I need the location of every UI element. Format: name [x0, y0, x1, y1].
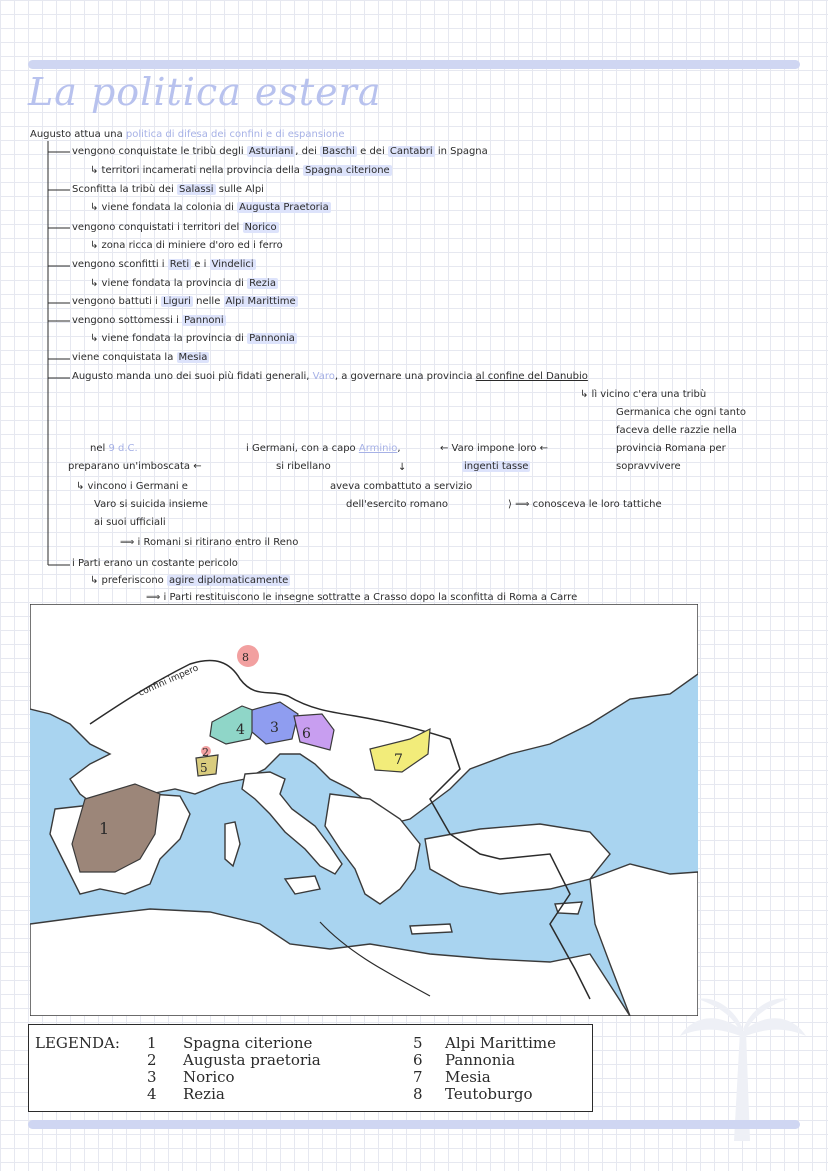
page-title: La politica estera — [28, 70, 382, 114]
palm-watermark-icon — [678, 991, 808, 1141]
map-label-6: 6 — [302, 726, 311, 742]
legend-num-7: 7 — [413, 1068, 423, 1086]
item-4-sub: ↳ viene fondata la provincia di Rezia — [90, 278, 276, 289]
germani-leader: i Germani, con a capo Arminio, — [246, 443, 401, 454]
legend-num-1: 1 — [147, 1034, 157, 1052]
legend-box — [28, 1024, 593, 1112]
legend-name-2: Augusta praetoria — [183, 1051, 321, 1069]
item-3: vengono conquistati i territori del Norico — [72, 222, 277, 233]
legend-name-4: Rezia — [183, 1085, 225, 1103]
varo-right-3: faceva delle razzie nella — [616, 425, 737, 436]
map-label-7: 7 — [394, 752, 403, 768]
top-divider-bar — [28, 60, 800, 69]
legend-name-5: Alpi Marittime — [445, 1034, 557, 1052]
parti-sub-2: ⟹ i Parti restituiscono le insegne sottratte a Crasso dopo la sconfitta di Roma a Carre — [146, 592, 578, 603]
ambush-note: preparano un'imboscata ← — [68, 461, 202, 472]
parti-sub: ↳ preferiscono agire diplomaticamente — [90, 575, 289, 586]
parti-line: i Parti erano un costante pericolo — [72, 558, 238, 569]
map-label-8: 8 — [242, 651, 249, 664]
rhine-retreat: ⟹ i Romani si ritirano entro il Reno — [120, 537, 299, 548]
item-2-sub: ↳ viene fondata la colonia di Augusta Praetoria — [90, 202, 329, 213]
item-8: Augusto manda uno dei suoi più fidati generali, Varo, a governare una provincia al confine del Danubio — [72, 371, 588, 382]
legend-num-3: 3 — [147, 1068, 157, 1086]
item-1: vengono conquistate le tribù degli Asturiani , dei Baschi e dei Cantabri in Spagna — [72, 146, 488, 157]
item-6: vengono sottomessi i Pannoni — [72, 315, 224, 326]
arminio-fought-2: dell'esercito romano — [346, 499, 449, 510]
item-7: viene conquistata la Mesia — [72, 352, 208, 363]
legend-name-3: Norico — [183, 1068, 235, 1086]
map-label-4: 4 — [236, 722, 245, 738]
victory-1: ↳ vincono i Germani e — [76, 481, 188, 492]
intro-line: Augusto attua una politica di difesa dei confini e di espansione — [30, 129, 345, 140]
legend-name-7: Mesia — [445, 1068, 491, 1086]
item-6-sub: ↳ viene fondata la provincia di Pannonia — [90, 333, 295, 344]
legend-num-8: 8 — [413, 1085, 423, 1103]
map-label-3: 3 — [270, 720, 279, 736]
item-4: vengono sconfitti i Reti e i Vindelici — [72, 259, 254, 270]
item-5: vengono battuti i Liguri nelle Alpi Marittime — [72, 296, 296, 307]
map-label-5: 5 — [200, 761, 208, 775]
varo-right-1: ↳ lì vicino c'era una tribù — [580, 389, 707, 400]
varo-imposes: ← Varo impone loro ← — [440, 443, 549, 454]
item-1-sub: ↳ territori incamerati nella provincia della Spagna citerione — [90, 165, 390, 176]
varo-right-5: sopravvivere — [616, 461, 681, 472]
legend-name-6: Pannonia — [445, 1051, 516, 1069]
arminio-fought-1: aveva combattuto a servizio — [330, 481, 473, 492]
germani-rebel: si ribellano — [276, 461, 331, 472]
map-label-2: 2 — [202, 746, 209, 759]
item-3-sub: ↳ zona ricca di miniere d'oro ed i ferro — [90, 240, 283, 251]
legend-name-8: Teutoburgo — [445, 1085, 533, 1103]
bottom-divider-bar — [28, 1120, 800, 1129]
map-border-label: confini impero — [137, 663, 201, 699]
legend-num-2: 2 — [147, 1051, 157, 1069]
legend-num-5: 5 — [413, 1034, 423, 1052]
victory-3: ai suoi ufficiali — [94, 517, 166, 528]
varo-taxes: ingenti tasse — [464, 461, 529, 472]
roman-empire-map — [30, 604, 698, 1016]
legend-heading: LEGENDA: — [35, 1034, 120, 1052]
varo-right-4: provincia Romana per — [616, 443, 726, 454]
varo-right-2: Germanica che ogni tanto — [616, 407, 746, 418]
victory-2: Varo si suicida insieme — [94, 499, 208, 510]
item-2: Sconfitta la tribù dei Salassi sulle Alpi — [72, 184, 264, 195]
legend-num-6: 6 — [413, 1051, 423, 1069]
arminio-knew: ⟩ ⟹ conosceva le loro tattiche — [508, 499, 662, 510]
legend-name-1: Spagna citerione — [183, 1034, 313, 1052]
legend-num-4: 4 — [147, 1085, 157, 1103]
down-arrow: ↓ — [398, 462, 407, 473]
map-label-1: 1 — [99, 819, 110, 838]
year-note: nel 9 d.C. — [90, 443, 138, 454]
